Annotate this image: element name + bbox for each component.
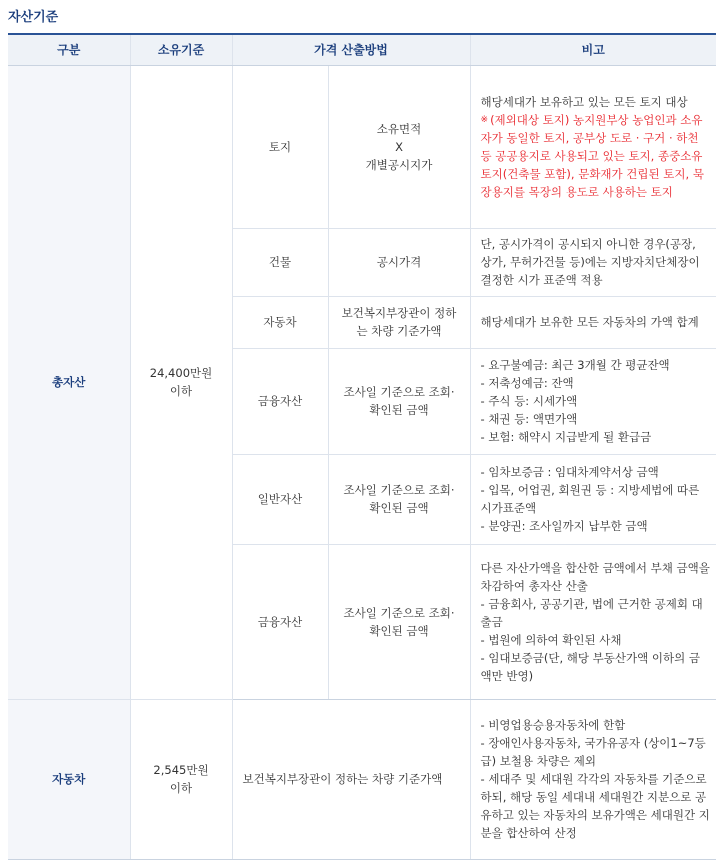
reference-mark: ※ — [480, 114, 489, 125]
note-item: - 채권 등: 액면가액 — [480, 412, 578, 426]
table-row — [8, 65, 716, 228]
asset-type: 토지 — [232, 65, 328, 228]
asset-method: 조사일 기준으로 조회·확인된 금액 — [328, 348, 470, 454]
note-item: - 요구불예금: 최근 3개월 간 평균잔액 — [480, 358, 670, 372]
asset-note — [470, 348, 716, 454]
header-note: 비고 — [470, 34, 716, 65]
note-item: - 세대주 및 세대원 각각의 자동차를 기준으로하되, 해당 동일 세대내 세대원간 지분으로 공유하고 있는 자동차의 보유가액은 세대원간 지분을 합산하여 산정 — [480, 772, 710, 840]
header-method: 가격 산출방법 — [232, 34, 470, 65]
asset-note: 해당세대가 보유한 모든 자동차의 가액 합계 — [470, 296, 716, 348]
asset-type: 금융자산 — [232, 348, 328, 454]
asset-type: 건물 — [232, 228, 328, 296]
table-row — [8, 699, 716, 859]
asset-note — [470, 65, 716, 228]
asset-method: 조사일 기준으로 조회·확인된 금액 — [328, 454, 470, 544]
asset-type: 금융자산 — [232, 544, 328, 699]
asset-note — [470, 454, 716, 544]
asset-method: 공시가격 — [328, 228, 470, 296]
note-item: - 법원에 의하여 확인된 사채 — [480, 632, 622, 647]
note-text: 다른 자산가액을 합산한 금액에서 부채 금액을 차감하여 총자산 산출 — [480, 560, 710, 593]
note-item: - 임대보증금(단, 해당 부동산가액 이하의 금액만 반영) — [480, 650, 700, 683]
asset-note: 단, 공시가격이 공시되지 아니한 경우(공장, 상가, 무허가건물 등)에는 지방자치단체장이 결정한 시가 표준액 적용 — [470, 228, 716, 296]
note-item: - 비영업용승용자동차에 한함 — [480, 718, 626, 732]
header-ownership: 소유기준 — [130, 34, 232, 65]
note-item: - 저축성예금: 잔액 — [480, 376, 574, 390]
asset-method: 소유면적 X 개별공시지가 — [328, 65, 470, 228]
note-item: - 주식 등: 시세가액 — [480, 394, 578, 408]
asset-type: 자동차 — [232, 296, 328, 348]
header-category: 구분 — [8, 34, 130, 65]
note-item: - 장애인사용자동차, 국가유공자 (상이1~7등급) 보철용 차량은 제외 — [480, 736, 706, 768]
note-item: - 임차보증금 : 임대차계약서상 금액 — [480, 465, 659, 479]
asset-criteria-table — [8, 33, 716, 860]
vehicle-note — [470, 699, 716, 859]
note-item: - 분양권: 조사일까지 납부한 금액 — [480, 519, 648, 533]
total-assets-threshold: 24,400만원 이하 — [130, 65, 232, 699]
note-item: - 입목, 어업권, 회원권 등 : 지방세법에 따른 시가표준액 — [480, 483, 700, 515]
note-item: - 금융회사, 공공기관, 법에 근거한 공제회 대출금 — [480, 596, 703, 629]
asset-type: 일반자산 — [232, 454, 328, 544]
vehicle-method: 보건복지부장관이 정하는 차량 기준가액 — [232, 699, 470, 859]
vehicle-threshold: 2,545만원 이하 — [130, 699, 232, 859]
exclusion-note: (제외대상 토지) 농지원부상 농업인과 소유자가 동일한 토지, 공부상 도로 · 구거 · 하천 등 공공용지로 사용되고 있는 토지, 종중소유 토지(건축물 포함), 문화재가 건립된 토지, 묵장용지를 목장의 용도로 사용하는 토지 — [480, 112, 704, 199]
table-header-row — [8, 34, 716, 65]
vehicle-label: 자동차 — [8, 699, 130, 859]
asset-method: 조사일 기준으로 조회·확인된 금액 — [328, 544, 470, 699]
section-title: 자산기준 — [8, 10, 59, 25]
asset-note — [470, 544, 716, 699]
asset-method: 보건복지부장관이 정하는 차량 기준가액 — [328, 296, 470, 348]
note-item: - 보험: 해약시 지급받게 될 환급금 — [480, 430, 652, 444]
total-assets-label: 총자산 — [8, 65, 130, 699]
note-text: 해당세대가 보유하고 있는 모든 토지 대상 — [480, 94, 688, 109]
